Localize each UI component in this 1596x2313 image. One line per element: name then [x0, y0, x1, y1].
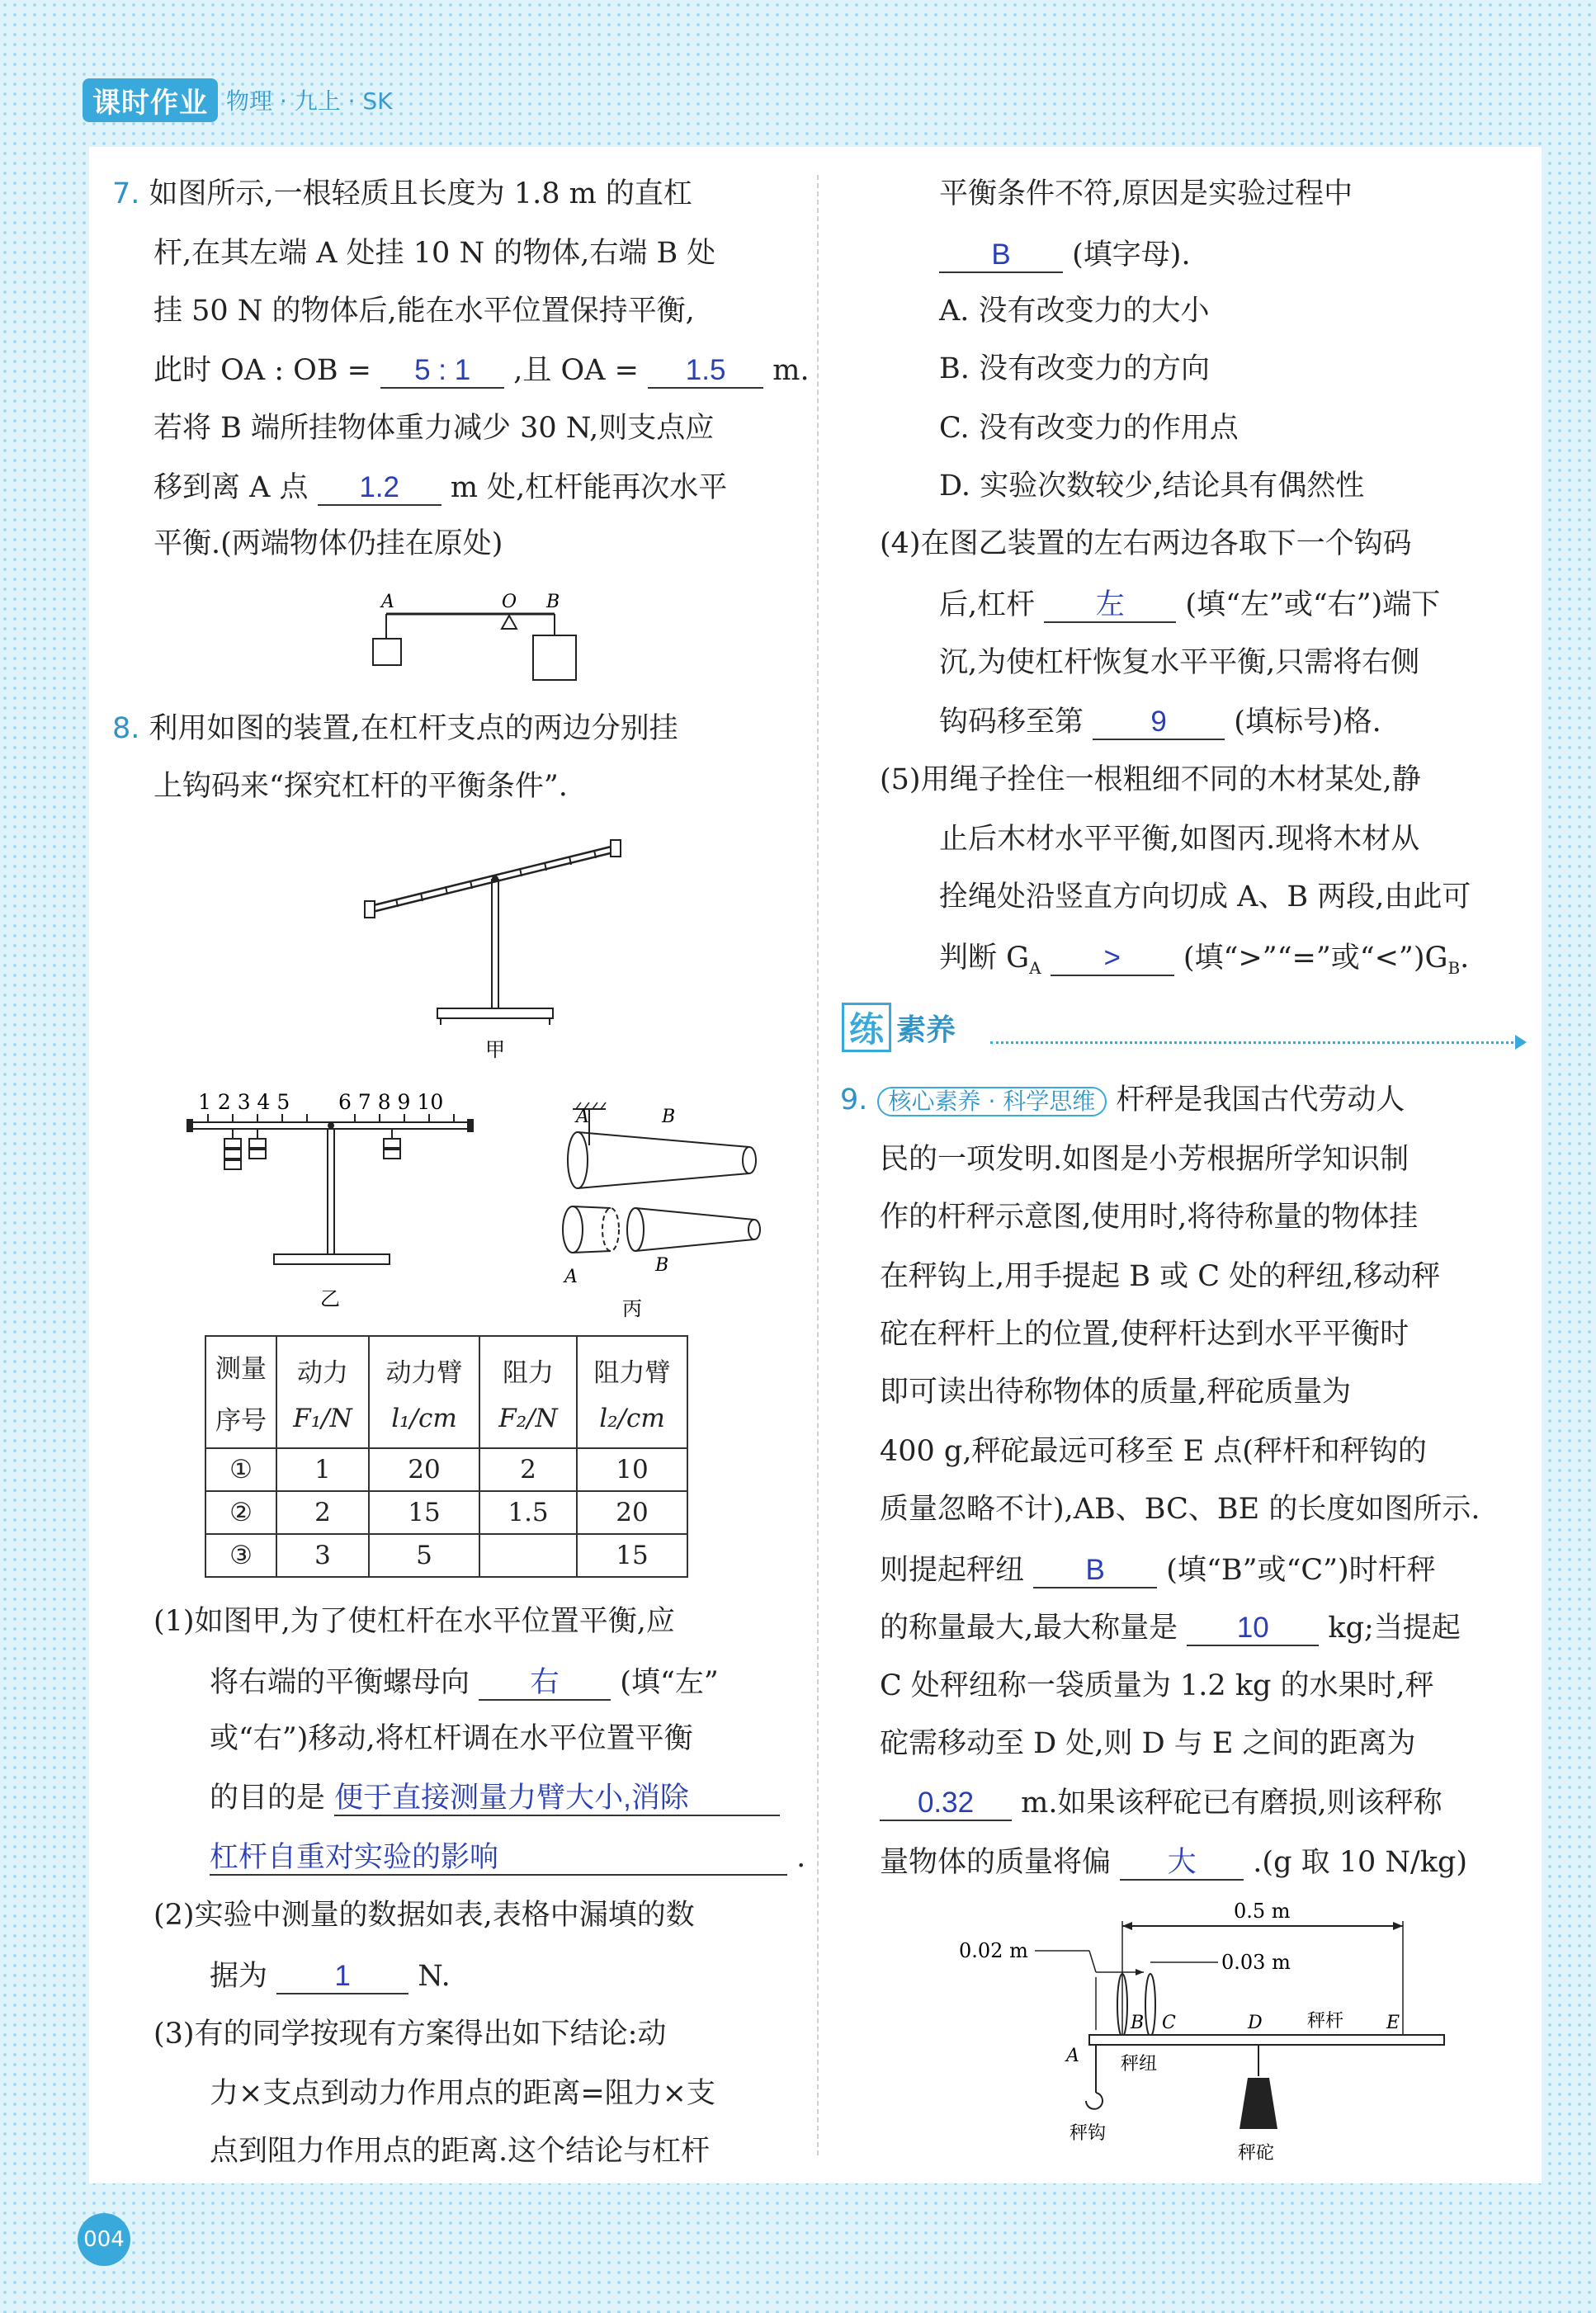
q8-part4-line-1: (4)在图乙装置的左右两边各取下一个钩码 — [880, 527, 1412, 560]
q9-text: m.如果该秤砣已有磨损,则该秤称 — [1021, 1787, 1443, 1820]
q8-part3-line-3: 点到阻力作用点的距离.这个结论与杠杆 — [210, 2135, 711, 2168]
steelyard-figure — [949, 1890, 1461, 2170]
q8-part3-line-2: 力×支点到动力作用点的距离=阻力×支 — [210, 2077, 715, 2110]
q8-part3-answer: B — [939, 239, 1063, 273]
q8-part5-line-4 — [939, 942, 1469, 976]
page-number: 004 — [78, 2213, 130, 2266]
column-divider — [817, 175, 819, 2155]
fig-label-c: C — [1162, 2013, 1176, 2033]
header-text: 动力臂 — [385, 1357, 463, 1388]
q7-label-o: O — [502, 592, 517, 612]
figure-yi-scale-right: 6 7 8 9 10 — [338, 1090, 444, 1114]
fig-label-hook: 秤钩 — [1070, 2123, 1107, 2144]
table-cell: ③ — [205, 1534, 276, 1577]
table-cell: 10 — [577, 1448, 687, 1491]
table-header-cell — [276, 1336, 369, 1448]
q8-text: . — [796, 1841, 806, 1874]
q8-part1-line-1: (1)如图甲,为了使杠杆在水平位置平衡,应 — [153, 1605, 675, 1638]
q8-part2-line-1: (2)实验中测量的数据如表,表格中漏填的数 — [153, 1899, 695, 1932]
fig-label-weight: 秤砣 — [1238, 2143, 1275, 2164]
q8-part5-line-3: 拴绳处沿竖直方向切成 A、B 两段,由此可 — [939, 880, 1471, 913]
figure-bing-wood — [545, 1097, 776, 1320]
q8-part3-line-4: 平衡条件不符,原因是实验过程中 — [939, 177, 1353, 210]
q8-part1-line-2 — [210, 1667, 719, 1701]
q9-line-5: 砣在秤杆上的位置,使秤杆达到水平平衡时 — [880, 1318, 1409, 1351]
header-text: 测量 — [215, 1354, 267, 1384]
section-icon: 练 — [842, 1003, 891, 1052]
table-cell: 1.5 — [479, 1491, 577, 1534]
q8-part1-line-4 — [210, 1782, 780, 1816]
subject-label: 物理 · 九上 · SK — [226, 87, 393, 115]
q8-number: 8. — [112, 712, 140, 745]
fig-label-b: B — [1131, 2013, 1145, 2033]
q7-label-a: A — [381, 592, 394, 612]
q8-part4-answer-side: 左 — [1044, 589, 1176, 623]
table-cell: 15 — [369, 1491, 479, 1534]
q9-text: kg;当提起 — [1328, 1612, 1461, 1645]
q9-line-9 — [880, 1555, 1436, 1588]
q9-text: (填“B”或“C”)时杆秤 — [1166, 1554, 1436, 1587]
q9-number: 9. — [840, 1083, 868, 1116]
q8-part2-answer: 1 — [276, 1961, 408, 1994]
table-cell: 5 — [369, 1534, 479, 1577]
q7-text: m 处,杠杆能再次水平 — [450, 471, 728, 504]
header-text: l₂/cm — [599, 1403, 665, 1433]
q8-data-table — [205, 1335, 688, 1578]
table-cell: 2 — [479, 1448, 577, 1491]
table-cell: 20 — [369, 1448, 479, 1491]
q9-text: 杆秤是我国古代劳动人 — [1116, 1083, 1405, 1116]
figure-yi-balanced-lever — [183, 1089, 497, 1312]
q7-answer-oa: 1.5 — [648, 355, 763, 389]
q7-answer-distance: 1.2 — [318, 472, 441, 506]
q7-number: 7. — [112, 177, 140, 210]
q8-part3-line-5 — [939, 239, 1191, 273]
q8-part4-line-3: 沉,为使杠杆恢复水平平衡,只需将右侧 — [939, 646, 1420, 679]
q9-line-10 — [880, 1612, 1461, 1646]
q9-line-2: 民的一项发明.如图是小芳根据所学知识制 — [880, 1143, 1409, 1176]
figure-bing-label-a-top: A — [576, 1107, 589, 1127]
q8-text: . — [1460, 942, 1470, 975]
header-text: F₂/N — [498, 1403, 558, 1433]
q7-text: m. — [772, 354, 810, 387]
q8-text: (填“>”“=”或“<”)G — [1183, 942, 1448, 975]
q9-answer-bias: 大 — [1120, 1847, 1244, 1881]
q8-text: (填标号)格. — [1234, 706, 1381, 739]
table-cell: 15 — [577, 1534, 687, 1577]
q9-line-8: 质量忽略不计),AB、BC、BE 的长度如图所示. — [880, 1493, 1480, 1526]
table-cell: ① — [205, 1448, 276, 1491]
header-text: 序号 — [215, 1406, 267, 1436]
q8-part1-answer-direction: 右 — [479, 1667, 611, 1701]
q8-text: (填字母). — [1072, 238, 1191, 271]
section-dotted-line — [990, 1041, 1518, 1044]
figure-bing-caption: 丙 — [622, 1297, 642, 1320]
header-text: 动力 — [297, 1357, 348, 1388]
q7-text: 此时 OA : OB = — [153, 354, 372, 387]
figure-yi-caption: 乙 — [320, 1287, 340, 1310]
q9-line-12: 砣需移动至 D 处,则 D 与 E 之间的距离为 — [880, 1727, 1416, 1760]
q9-line-4: 在秤钩上,用手提起 B 或 C 处的秤纽,移动秤 — [880, 1260, 1441, 1293]
q9-line-7: 400 g,秤砣最远可移至 E 点(秤杆和秤钩的 — [880, 1435, 1427, 1468]
figure-bing-label-b-bottom: B — [655, 1255, 669, 1276]
q9-literacy-tag: 核心素养 · 科学思维 — [877, 1087, 1107, 1116]
q9-line-14 — [880, 1847, 1467, 1881]
q7-text: 移到离 A 点 — [153, 471, 309, 504]
header-text: 阻力 — [503, 1357, 554, 1388]
q7-line-7: 平衡.(两端物体仍挂在原处) — [153, 527, 503, 560]
q9-text: 则提起秤纽 — [880, 1554, 1025, 1587]
figure-yi-scale-left: 1 2 3 4 5 — [198, 1090, 290, 1114]
q8-part2-line-2 — [210, 1961, 451, 1994]
q7-line-3: 挂 50 N 的物体后,能在水平位置保持平衡, — [153, 295, 695, 328]
q8-part4-line-4 — [939, 706, 1381, 740]
page-header — [83, 79, 393, 120]
q7-line-6 — [153, 472, 727, 506]
q9-line-13 — [880, 1787, 1443, 1821]
q8-text: 后,杠杆 — [939, 588, 1036, 621]
q8-part4-answer-slot: 9 — [1093, 706, 1225, 740]
q8-subscript: B — [1447, 958, 1461, 978]
q7-answer-ratio: 5 : 1 — [380, 355, 504, 389]
q8-text: 据为 — [210, 1960, 268, 1993]
q9-answer-knob: B — [1033, 1555, 1157, 1588]
table-row — [205, 1534, 687, 1577]
q9-line-3: 作的杆秤示意图,使用时,将待称量的物体挂 — [880, 1201, 1419, 1234]
series-logo: 课时作业 — [83, 78, 218, 122]
q8-text: N. — [418, 1960, 451, 1993]
table-cell: ② — [205, 1491, 276, 1534]
table-row — [205, 1448, 687, 1491]
table-cell: 3 — [276, 1534, 369, 1577]
header-text: 阻力臂 — [593, 1357, 671, 1388]
fig-label-e: E — [1386, 2013, 1400, 2033]
q8-part3-option-a: A. 没有改变力的大小 — [939, 295, 1210, 328]
q9-line-6: 即可读出待称物体的质量,秤砣质量为 — [880, 1376, 1352, 1409]
arrow-right-icon — [1515, 1035, 1527, 1050]
figure-bing-label-b-top: B — [662, 1107, 676, 1127]
q8-text: 钩码移至第 — [939, 706, 1084, 739]
q8-subscript: A — [1029, 958, 1041, 978]
q8-text: 将右端的平衡螺母向 — [210, 1666, 470, 1699]
q8-part5-line-1: (5)用绳子拴住一根粗细不同的木材某处,静 — [880, 763, 1421, 796]
q8-part1-answer-purpose-a: 便于直接测量力臂大小,消除 — [334, 1782, 780, 1816]
table-cell: 1 — [276, 1448, 369, 1491]
q7-line-1 — [112, 177, 692, 210]
q8-part3-option-c: C. 没有改变力的作用点 — [939, 412, 1239, 445]
figure-jia-caption: 甲 — [485, 1038, 505, 1061]
q8-text: (填“左”或“右”)端下 — [1185, 588, 1441, 621]
q9-answer-distance: 0.32 — [880, 1787, 1012, 1821]
q9-line-1 — [840, 1083, 1405, 1116]
q9-text: 的称量最大,最大称量是 — [880, 1612, 1178, 1645]
fig-label-0-02m: 0.02 m — [959, 1939, 1028, 1962]
fig-label-0-5m: 0.5 m — [1234, 1900, 1291, 1923]
q8-part3-option-b: B. 没有改变力的方向 — [939, 352, 1210, 385]
q7-text: ,且 OA = — [513, 354, 639, 387]
figure-bing-label-a-bottom: A — [564, 1267, 578, 1287]
figure-jia-tilted-lever — [355, 817, 644, 1064]
fig-label-a: A — [1066, 2046, 1079, 2066]
q7-line-4 — [153, 355, 810, 389]
q7-line-2: 杆,在其左端 A 处挂 10 N 的物体,右端 B 处 — [153, 237, 716, 270]
q8-part1-line-3: 或“右”)移动,将杠杆调在水平位置平衡 — [210, 1722, 693, 1755]
table-header-cell — [577, 1336, 687, 1448]
fig-label-rod: 秤杆 — [1307, 2011, 1344, 2032]
q8-text: 的目的是 — [210, 1782, 326, 1815]
q8-part5-answer: > — [1051, 942, 1174, 976]
table-header-row — [205, 1336, 687, 1448]
section-header-literacy — [842, 1003, 956, 1052]
header-text: l₁/cm — [391, 1403, 457, 1433]
q8-text: 利用如图的装置,在杠杆支点的两边分别挂 — [149, 712, 678, 745]
q8-text: (填“左” — [620, 1666, 719, 1699]
q8-part3-line-1: (3)有的同学按现有方案得出如下结论:动 — [153, 2018, 667, 2051]
q8-part5-line-2: 止后木材水平平衡,如图丙.现将木材从 — [939, 823, 1420, 856]
q8-text: 判断 G — [939, 942, 1030, 975]
table-header-cell — [205, 1336, 276, 1448]
table-header-cell — [479, 1336, 577, 1448]
fig-label-knob: 秤纽 — [1121, 2054, 1158, 2075]
q9-text: 量物体的质量将偏 — [880, 1846, 1112, 1879]
table-header-cell — [369, 1336, 479, 1448]
q7-line-5: 若将 B 端所挂物体重力减少 30 N,则支点应 — [153, 412, 715, 445]
q7-text: 如图所示,一根轻质且长度为 1.8 m 的直杠 — [149, 177, 692, 210]
fig-label-d: D — [1248, 2013, 1263, 2033]
q7-lever-figure — [363, 588, 594, 695]
table-cell: 2 — [276, 1491, 369, 1534]
q9-text: .(g 取 10 N/kg) — [1253, 1846, 1468, 1879]
q8-line-2: 上钩码来“探究杠杆的平衡条件”. — [153, 770, 568, 803]
q8-line-1 — [112, 712, 678, 745]
fig-label-0-03m: 0.03 m — [1221, 1951, 1291, 1974]
q8-part4-line-2 — [939, 589, 1440, 623]
q9-line-11: C 处秤纽称一袋质量为 1.2 kg 的水果时,秤 — [880, 1669, 1434, 1702]
table-cell: 20 — [577, 1491, 687, 1534]
section-title: 素养 — [896, 1013, 956, 1047]
q8-part1-line-5 — [210, 1842, 805, 1876]
q8-part1-answer-purpose-b: 杠杆自重对实验的影响 — [210, 1842, 787, 1876]
header-text: F₁/N — [293, 1403, 352, 1433]
q7-label-b: B — [546, 592, 560, 612]
q9-answer-max-mass: 10 — [1187, 1612, 1319, 1646]
table-row — [205, 1491, 687, 1534]
table-cell-missing — [479, 1534, 577, 1577]
q8-part3-option-d: D. 实验次数较少,结论具有偶然性 — [939, 470, 1365, 503]
